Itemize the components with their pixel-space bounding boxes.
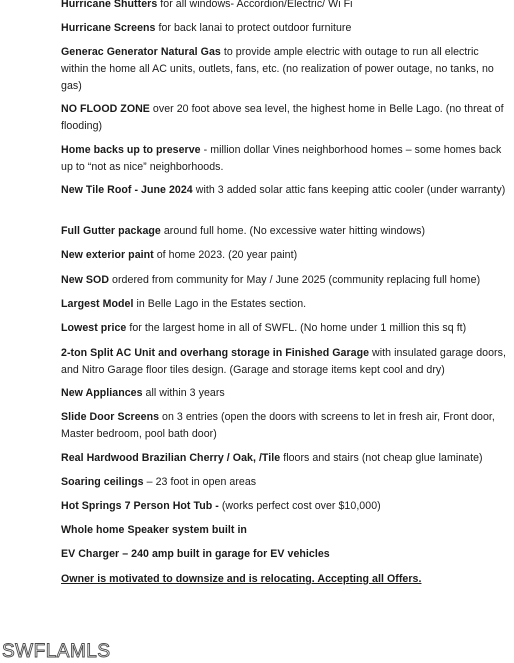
list-item bbox=[61, 142, 507, 176]
item-heading: New Appliances bbox=[61, 387, 143, 399]
mls-watermark: SWFLAMLS bbox=[2, 641, 111, 662]
item-heading: Largest Model bbox=[61, 298, 134, 310]
item-heading: 2-ton Split AC Unit and overhang storage in Finished Garage bbox=[61, 347, 370, 359]
item-heading: Soaring ceilings bbox=[61, 476, 144, 488]
list-item bbox=[61, 546, 507, 563]
list-item bbox=[61, 101, 507, 135]
item-heading: New Tile Roof - June 2024 bbox=[61, 184, 193, 196]
item-text: of home 2023. (20 year paint) bbox=[153, 249, 298, 261]
item-text: for the largest home in all of SWFL. (No home under 1 million this sq ft) bbox=[126, 322, 467, 334]
list-item bbox=[61, 272, 507, 289]
list-item bbox=[61, 320, 507, 337]
item-text: with 3 added solar attic fans keeping attic cooler (under warranty) bbox=[192, 184, 506, 196]
list-item bbox=[61, 474, 507, 491]
item-heading: EV Charger – 240 amp built in garage for EV vehicles bbox=[61, 548, 330, 560]
list-item bbox=[61, 223, 507, 240]
item-text: (works perfect cost over $10,000) bbox=[218, 500, 381, 512]
item-text: in Belle Lago in the Estates section. bbox=[133, 298, 307, 310]
item-text: to provide ample electric with outage to run all electric within the home all AC units, outlets, fans, etc. (no realization of power outage, no tanks, no gas) bbox=[61, 46, 494, 92]
item-text: ordered from community for May / June 2025 (community replacing full home) bbox=[109, 274, 481, 286]
list-item bbox=[61, 345, 507, 379]
item-text: with insulated garage doors, and Nitro Garage floor tiles design. (Garage and storage items kept cool and dry) bbox=[61, 347, 506, 376]
item-heading: NO FLOOD ZONE bbox=[61, 103, 150, 115]
item-heading: New exterior paint bbox=[61, 249, 154, 261]
item-text: over 20 foot above sea level, the highest home in Belle Lago. (no threat of flooding) bbox=[61, 103, 504, 132]
item-heading: New SOD bbox=[61, 274, 110, 286]
item-heading: Real Hardwood Brazilian Cherry / Oak, /Tile bbox=[61, 452, 281, 464]
list-item bbox=[61, 0, 507, 13]
item-heading: Lowest price bbox=[61, 322, 127, 334]
item-text: - million dollar Vines neighborhood homes – some homes back up to “not as nice” neighborhoods. bbox=[61, 144, 502, 173]
item-heading: Hurricane Screens bbox=[61, 22, 156, 34]
item-text: – 23 foot in open areas bbox=[143, 476, 257, 488]
item-text: on 3 entries (open the doors with screens to let in fresh air, Front door, Master bedroom, pool bath door) bbox=[61, 411, 495, 440]
item-heading: Whole home Speaker system built in bbox=[61, 524, 247, 536]
item-heading: Home backs up to preserve bbox=[61, 144, 201, 156]
item-heading: Slide Door Screens bbox=[61, 411, 160, 423]
item-text: for back lanai to protect outdoor furniture bbox=[155, 22, 352, 34]
list-item bbox=[61, 385, 507, 402]
list-item bbox=[61, 409, 507, 443]
list-item-closing-note bbox=[61, 571, 507, 588]
item-text: around full home. (No excessive water hitting windows) bbox=[160, 225, 426, 237]
list-item bbox=[61, 522, 507, 539]
list-item bbox=[61, 450, 507, 467]
list-item bbox=[61, 44, 507, 95]
list-item bbox=[61, 182, 507, 199]
item-heading: Hot Springs 7 Person Hot Tub - bbox=[61, 500, 219, 512]
item-heading: Generac Generator Natural Gas bbox=[61, 46, 221, 58]
item-heading: Full Gutter package bbox=[61, 225, 161, 237]
item-text: for all windows- Accordion/Electric/ Wi Fi bbox=[157, 0, 353, 10]
list-item bbox=[61, 20, 507, 37]
item-heading: Owner is motivated to downsize and is relocating. Accepting all Offers. bbox=[61, 573, 422, 585]
item-text: floors and stairs (not cheap glue laminate) bbox=[280, 452, 483, 464]
list-item bbox=[61, 296, 507, 313]
item-heading: Hurricane Shutters bbox=[61, 0, 158, 10]
item-text: all within 3 years bbox=[142, 387, 225, 399]
list-item bbox=[61, 247, 507, 264]
list-item bbox=[61, 498, 507, 515]
